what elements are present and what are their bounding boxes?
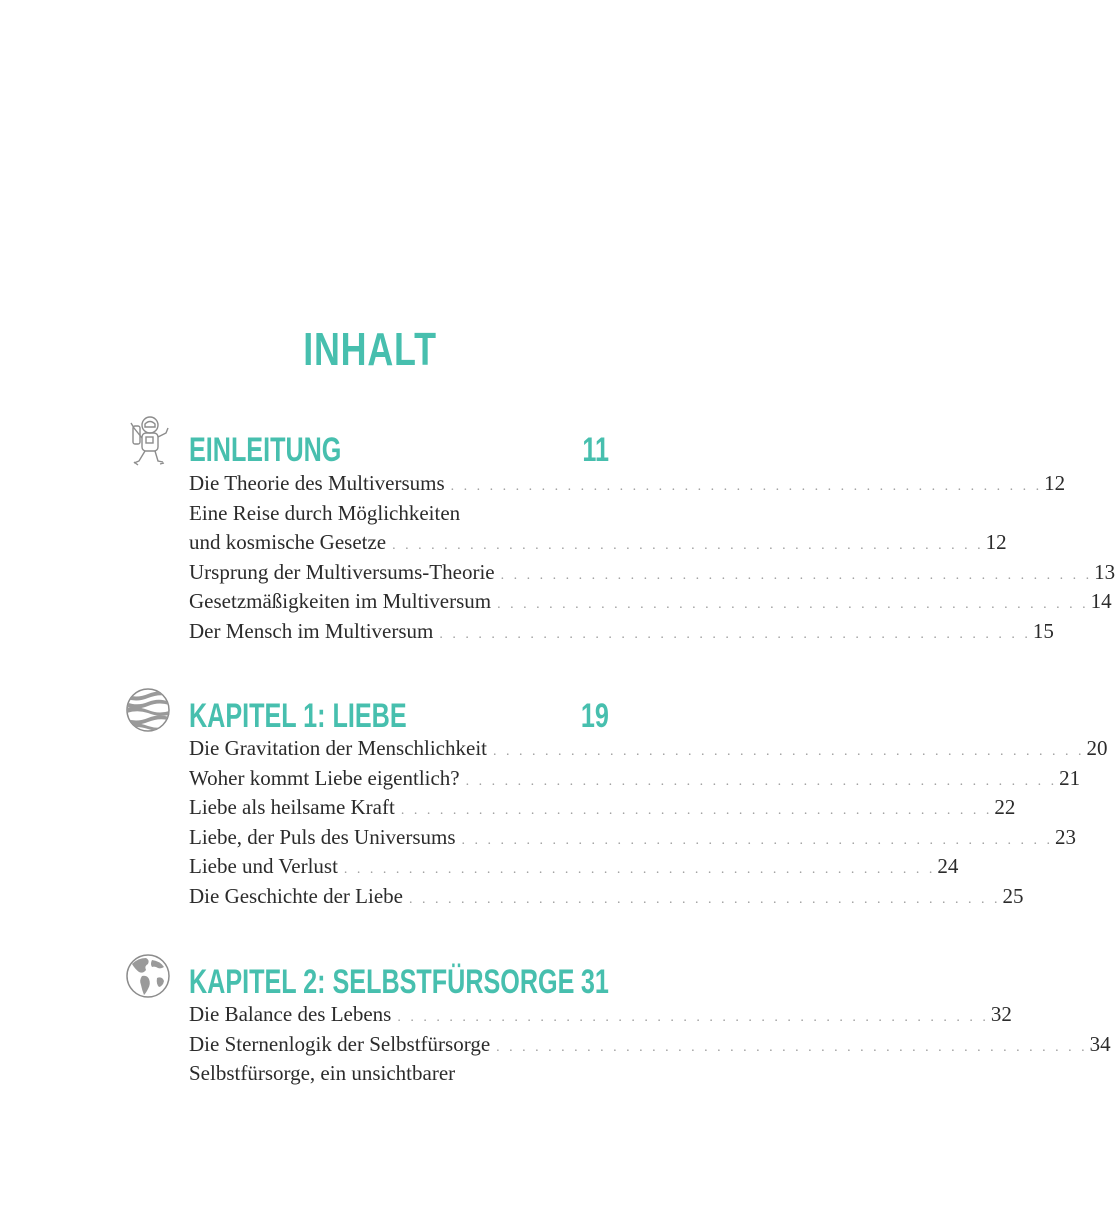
toc-entry[interactable] (189, 852, 959, 882)
earth-globe-icon (124, 952, 172, 1012)
section-page-number: 11 (582, 431, 609, 469)
entry-list (189, 469, 1115, 647)
entry-title: Selbstfürsorge, ein unsichtbarer (189, 1061, 456, 1086)
entry-page-number: 20 (1086, 736, 1108, 760)
section-header[interactable] (189, 430, 609, 470)
entry-title: Die Geschichte der Liebe (189, 883, 403, 908)
section-page-number: 31 (581, 963, 609, 1001)
section-page-number: 19 (581, 697, 609, 735)
entry-title: Der Mensch im Multiversum (189, 618, 434, 643)
toc-entry[interactable] (189, 587, 1112, 617)
section-title: EINLEITUNG (189, 431, 342, 469)
page-title: INHALT (303, 323, 437, 375)
toc-entry[interactable] (189, 793, 1016, 823)
entry-title: Liebe und Verlust (189, 854, 338, 879)
toc-entry[interactable] (189, 499, 609, 529)
toc-entry[interactable] (189, 823, 1077, 853)
entry-page-number: 21 (1059, 765, 1081, 790)
dot-leader: . . . . . . . . . . . . . . . . . . . . . . . . . . . . . . . . . . . . . . . . . . . . . . (439, 626, 1031, 642)
entry-title: und kosmische Gesetze (189, 530, 387, 555)
dot-leader: . . . . . . . . . . . . . . . . . . . . . . . . . . . . . . . . . . . . . . . . . . . . . . (461, 832, 1054, 848)
entry-title: Die Gravitation der Menschlichkeit (189, 736, 487, 760)
entry-page-number: 25 (1002, 883, 1024, 908)
entry-title: Die Theorie des Multiversums (189, 471, 445, 495)
planet-icon (124, 686, 172, 746)
toc-entry[interactable] (189, 1030, 1111, 1060)
entry-title: Die Balance des Lebens (189, 1002, 392, 1026)
entry-title: Woher kommt Liebe eigentlich? (189, 765, 460, 790)
toc-entry[interactable] (189, 617, 1054, 647)
entry-page-number: 14 (1090, 589, 1112, 614)
dot-leader: . . . . . . . . . . . . . . . . . . . . . . . . . . . . . . . . . . . . . . . . . . . . . . (496, 1039, 1088, 1055)
toc-entry[interactable] (189, 469, 1066, 499)
toc-entry[interactable] (189, 734, 1108, 764)
dot-leader: . . . . . . . . . . . . . . . . . . . . . . . . . . . . . . . . . . . . . . . . . . . . . . (500, 567, 1093, 583)
entry-title: Ursprung der Multiversums-Theorie (189, 559, 495, 584)
section-title: KAPITEL 1: LIEBE (189, 697, 407, 735)
entry-title: Liebe als heilsame Kraft (189, 795, 395, 820)
dot-leader: . . . . . . . . . . . . . . . . . . . . . . . . . . . . . . . . . . . . . . . . . . . . . . (392, 538, 984, 554)
astronaut-icon (124, 412, 172, 472)
dot-leader: . . . . . . . . . . . . . . . . . . . . . . . . . . . . . . . . . . . . . . . . . . . . . . (450, 479, 1043, 494)
section-header[interactable] (189, 962, 609, 1002)
dot-leader: . . . . . . . . . . . . . . . . . . . . . . . . . . . . . . . . . . . . . . . . . . . . . . (343, 862, 936, 878)
entry-page-number: 22 (994, 795, 1016, 820)
section-title: KAPITEL 2: SELBSTFÜRSORGE (189, 963, 575, 1001)
entry-title: Liebe, der Puls des Universums (189, 824, 456, 849)
dot-leader: . . . . . . . . . . . . . . . . . . . . . . . . . . . . . . . . . . . . . . . . . . . . . . (465, 773, 1058, 789)
toc-entry[interactable] (189, 528, 1007, 558)
entry-page-number: 12 (1044, 471, 1066, 495)
entry-page-number: 12 (985, 530, 1007, 555)
toc-entry[interactable] (189, 882, 1024, 912)
dot-leader: . . . . . . . . . . . . . . . . . . . . . . . . . . . . . . . . . . . . . . . . . . . . . . (397, 1010, 989, 1025)
entry-title: Gesetzmäßigkeiten im Multiversum (189, 589, 492, 614)
dot-leader: . . . . . . . . . . . . . . . . . . . . . . . . . . . . . . . . . . . . . . . . . . . . . . (497, 597, 1089, 613)
entry-page-number: 15 (1032, 618, 1054, 643)
entry-page-number: 23 (1055, 824, 1077, 849)
toc-entry[interactable] (189, 1059, 609, 1089)
entry-title: Die Sternenlogik der Selbstfürsorge (189, 1031, 491, 1056)
entry-page-number: 24 (937, 854, 959, 879)
entry-list (189, 734, 1108, 912)
entry-page-number: 34 (1089, 1031, 1111, 1056)
entry-title: Eine Reise durch Möglichkeiten (189, 500, 461, 525)
entry-list (189, 1000, 1111, 1089)
toc-entry[interactable] (189, 764, 1081, 794)
toc-entry[interactable] (189, 1000, 1012, 1030)
entry-page-number: 32 (990, 1002, 1012, 1026)
section-header[interactable] (189, 696, 609, 736)
dot-leader: . . . . . . . . . . . . . . . . . . . . . . . . . . . . . . . . . . . . . . . . . . . . . . (493, 744, 1085, 759)
toc-entry[interactable] (189, 558, 1115, 588)
dot-leader: . . . . . . . . . . . . . . . . . . . . . . . . . . . . . . . . . . . . . . . . . . . . . . (400, 803, 993, 819)
dot-leader: . . . . . . . . . . . . . . . . . . . . . . . . . . . . . . . . . . . . . . . . . . . . . . (408, 891, 1001, 907)
entry-page-number: 13 (1094, 559, 1115, 584)
